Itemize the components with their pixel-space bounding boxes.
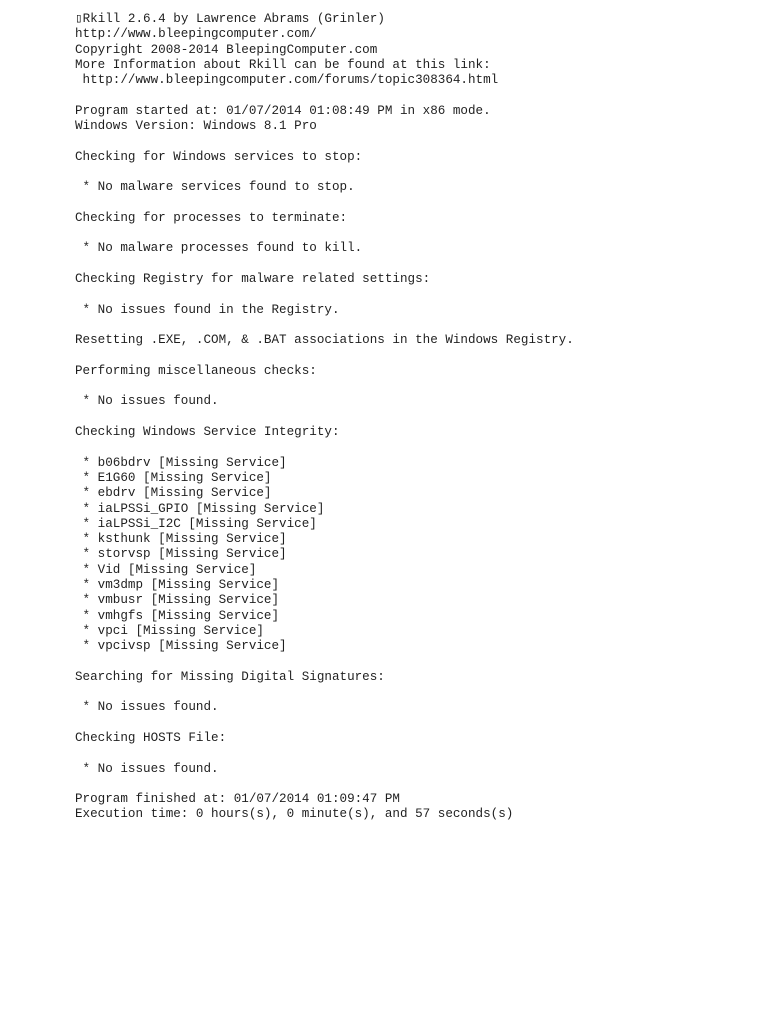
blank-line xyxy=(75,440,755,455)
blank-line xyxy=(75,654,755,669)
log-line: * b06bdrv [Missing Service] xyxy=(75,455,287,470)
blank-line xyxy=(75,318,755,333)
log-line: * No issues found. xyxy=(75,394,219,409)
log-line: * No malware services found to stop. xyxy=(75,180,355,195)
log-line: * No issues found. xyxy=(75,700,219,715)
log-line: * No issues found. xyxy=(75,761,219,776)
log-line: * storvsp [Missing Service] xyxy=(75,547,287,562)
blank-line xyxy=(75,287,755,302)
blank-line xyxy=(75,196,755,211)
log-line: * Vid [Missing Service] xyxy=(75,562,257,577)
log-line: Execution time: 0 hours(s), 0 minute(s), and 57 seconds(s) xyxy=(75,807,514,822)
log-line: * vpci [Missing Service] xyxy=(75,623,264,638)
log-line: Checking for Windows services to stop: xyxy=(75,149,363,164)
blank-line xyxy=(75,257,755,272)
log-line: * vmhgfs [Missing Service] xyxy=(75,608,280,623)
blank-line xyxy=(75,716,755,731)
log-line: * No issues found in the Registry. xyxy=(75,302,340,317)
log-line: * iaLPSSi_I2C [Missing Service] xyxy=(75,516,317,531)
blank-line xyxy=(75,410,755,425)
log-line: Program finished at: 01/07/2014 01:09:47 PM xyxy=(75,792,400,807)
blank-line xyxy=(75,226,755,241)
log-line: * vpcivsp [Missing Service] xyxy=(75,639,287,654)
blank-line xyxy=(75,379,755,394)
log-line: http://www.bleepingcomputer.com/ xyxy=(75,27,317,42)
log-line: More Information about Rkill can be found at this link: xyxy=(75,57,491,72)
log-line: * ksthunk [Missing Service] xyxy=(75,532,287,547)
log-line: ▯Rkill 2.6.4 by Lawrence Abrams (Grinler) xyxy=(75,12,385,26)
blank-line xyxy=(75,746,755,761)
log-line: * iaLPSSi_GPIO [Missing Service] xyxy=(75,501,325,516)
blank-line xyxy=(75,165,755,180)
log-line: * ebdrv [Missing Service] xyxy=(75,486,272,501)
log-line: http://www.bleepingcomputer.com/forums/topic308364.html xyxy=(75,73,499,88)
blank-line xyxy=(75,134,755,149)
blank-line xyxy=(75,88,755,103)
log-line: Windows Version: Windows 8.1 Pro xyxy=(75,119,317,134)
log-line: Program started at: 01/07/2014 01:08:49 PM in x86 mode. xyxy=(75,103,491,118)
log-line: * vmbusr [Missing Service] xyxy=(75,593,280,608)
log-line: * E1G60 [Missing Service] xyxy=(75,470,272,485)
log-line: Performing miscellaneous checks: xyxy=(75,363,317,378)
log-line: Checking for processes to terminate: xyxy=(75,210,348,225)
log-line: Resetting .EXE, .COM, & .BAT associations in the Windows Registry. xyxy=(75,333,574,348)
log-line: * No malware processes found to kill. xyxy=(75,241,363,256)
rkill-log-document xyxy=(75,12,755,823)
log-line: Searching for Missing Digital Signatures: xyxy=(75,669,385,684)
log-line: Checking Windows Service Integrity: xyxy=(75,425,340,440)
blank-line xyxy=(75,685,755,700)
blank-line xyxy=(75,349,755,364)
blank-line xyxy=(75,777,755,792)
log-line: Checking Registry for malware related settings: xyxy=(75,272,431,287)
log-line: Copyright 2008-2014 BleepingComputer.com xyxy=(75,42,378,57)
log-line: Checking HOSTS File: xyxy=(75,730,227,745)
log-line: * vm3dmp [Missing Service] xyxy=(75,577,280,592)
